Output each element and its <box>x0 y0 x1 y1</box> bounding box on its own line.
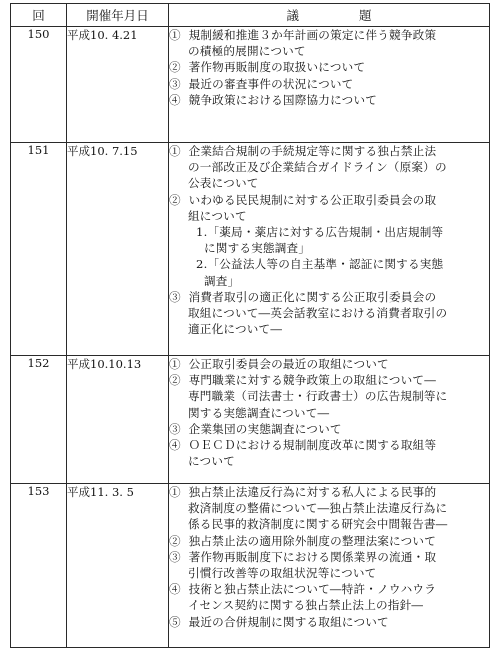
header-date: 開催年月日 <box>67 4 169 27</box>
topic-line: ① 独占禁止法違反行為に対する私人による民事的 <box>169 485 437 499</box>
meeting-number: 153 <box>11 484 67 648</box>
topic-line: 専門職業（司法書士・行政書士）の広告規制等に <box>188 389 448 404</box>
topic-line: 公表について <box>188 176 259 191</box>
topic-line: イセンス契約に関する独占禁止法上の指針― <box>188 598 424 613</box>
header-topic-right: 題 <box>359 8 372 23</box>
topic-line: ③ 著作物再販制度下における関係業界の流通・取 <box>169 549 437 564</box>
topic-line: ③ 最近の審査事件の状況について <box>169 76 354 91</box>
topic-line: ② 独占禁止法の適用除外制度の整理法案について <box>169 533 437 548</box>
topic-line: 引慣行改善等の取組状況等について <box>188 566 377 581</box>
topic-line: 組について <box>188 208 247 223</box>
topic-line: ① 規制緩和推進３か年計画の策定に伴う競争政策 <box>169 28 437 42</box>
topic-line: の一部改正及び企業結合ガイドライン（原案）の <box>188 160 447 175</box>
table-row <box>11 356 490 484</box>
meeting-number: 151 <box>11 143 67 356</box>
topic-line: ④ 技術と独占禁止法について―特許・ノウハウラ <box>169 582 437 597</box>
topic-line: ② 著作物再販制度の取扱いについて <box>169 60 366 75</box>
meeting-date: 平成10. 7.15 <box>67 143 169 356</box>
topic-line: 救済制度の整備について―独占禁止法違反行為に <box>188 501 448 516</box>
topic-line: 関する実態調査について― <box>188 405 330 420</box>
topic-line: 係る民事的救済制度に関する研究会中間報告書― <box>188 517 448 532</box>
topic-line: ④ 競争政策における国際協力について <box>169 92 378 107</box>
table-row <box>11 143 490 356</box>
topic-line: について <box>188 454 235 469</box>
topic-line: ④ ＯＥＣＤにおける規制制度改革に関する取組等 <box>169 438 437 453</box>
topic-subitem: 調査」 <box>204 273 240 288</box>
topic-line: ② いわゆる民民規制に対する公正取引委員会の取 <box>169 192 437 207</box>
topic-list <box>169 143 490 356</box>
topic-list <box>169 484 490 648</box>
meeting-number: 152 <box>11 356 67 484</box>
topic-subitem: 2.「公益法人等の自主基準・認証に関する実態 <box>196 257 444 272</box>
header-no: 回 <box>11 4 67 27</box>
topic-list <box>169 27 490 143</box>
topic-line: 取組について―英会話教室における消費者取引の <box>188 306 448 321</box>
meeting-number: 150 <box>11 27 67 143</box>
meeting-date: 平成10.10.13 <box>67 356 169 484</box>
topic-line: ① 企業結合規制の手続規定等に関する独占禁止法 <box>169 144 437 158</box>
header-row <box>11 4 490 27</box>
topic-line: ① 公正取引委員会の最近の取組について <box>169 357 389 371</box>
table-row <box>11 484 490 648</box>
topic-list <box>169 356 490 484</box>
topic-line: ③ 消費者取引の適正化に関する公正取引委員会の <box>169 289 437 304</box>
header-topic <box>169 4 490 27</box>
topic-subitem: 1.「薬局・薬店に対する広告規制・出店規制等 <box>196 225 444 240</box>
meeting-date: 平成11. 3. 5 <box>67 484 169 648</box>
topic-line: ⑤ 最近の合併規制に関する取組について <box>169 614 389 629</box>
topic-subitem: に関する実態調査」 <box>204 241 311 256</box>
table-row <box>11 27 490 143</box>
topic-line: の積極的展開について <box>188 44 306 59</box>
topic-line: ③ 企業集団の実態調査について <box>169 421 342 436</box>
topic-line: ② 専門職業に対する競争政策上の取組について― <box>169 373 437 388</box>
meeting-table <box>10 3 490 648</box>
header-topic-left: 議 <box>286 8 299 23</box>
meeting-date: 平成10. 4.21 <box>67 27 169 143</box>
topic-line: 適正化について― <box>188 322 283 337</box>
